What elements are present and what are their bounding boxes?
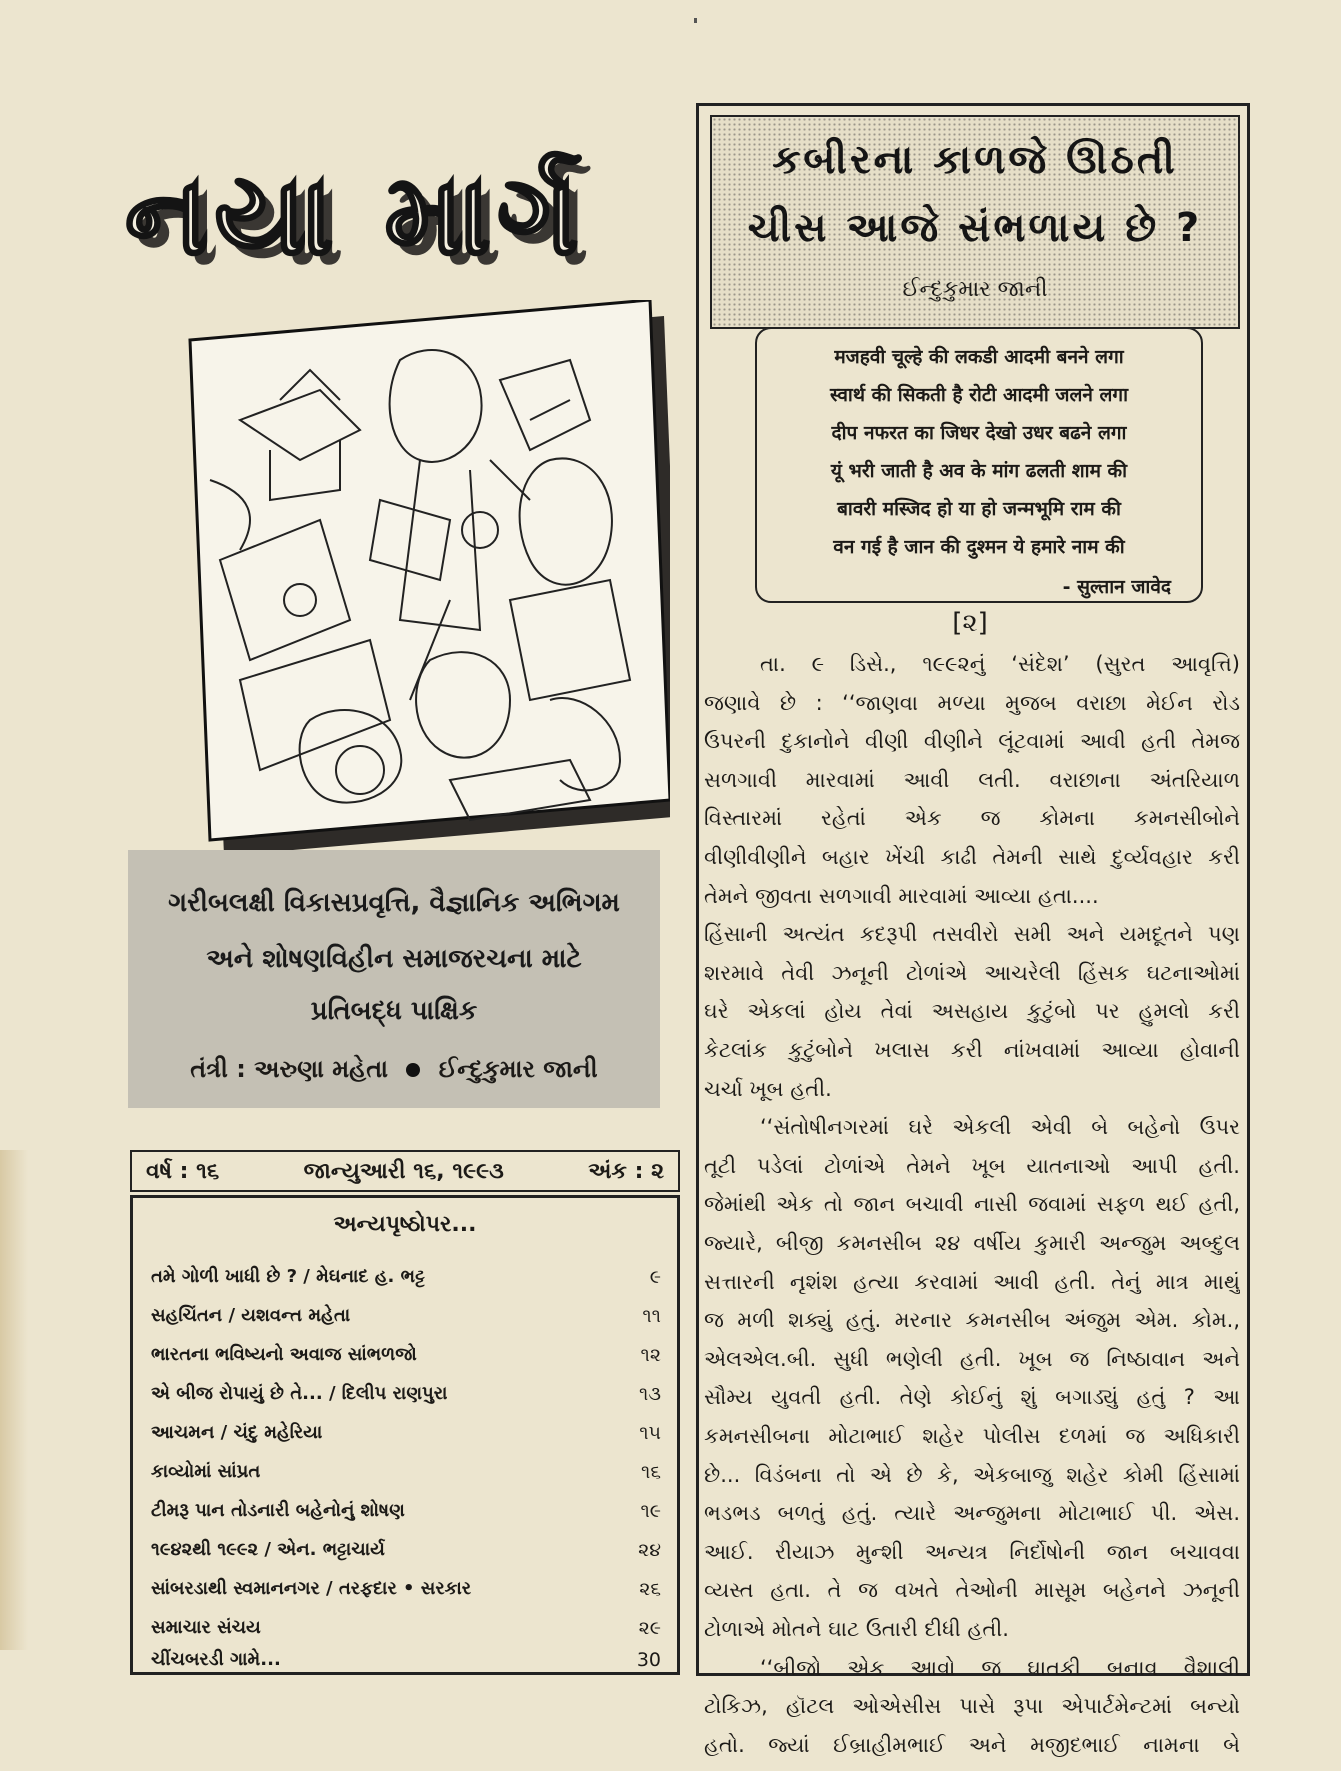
issue-info-bar — [130, 1150, 680, 1192]
contents-item-page: ૧૯ — [640, 1500, 661, 1522]
article-body-line: તા. ૯ ડિસે., ૧૯૯૨નું ‘સંદેશ’ (સુરત આવૃત્તિ) — [760, 652, 1240, 676]
contents-item[interactable] — [151, 1539, 661, 1561]
article-body-line: વ્યસ્ત હતા. તે જ વખતે તેઓની માસૂમ બહેનને ઝનૂની — [704, 1578, 1240, 1603]
article-headline-line-1: કબીરના કાળજે ઊઠતી — [772, 137, 1178, 183]
contents-item-title: આચમન / ચંદુ મહેરિયા — [151, 1422, 323, 1443]
article-body-line: કમનસીબના મોટાભાઈ શહેર પોલીસ દળમાં જ અધિકારી — [704, 1424, 1240, 1448]
contents-item-title: ટીમરૂ પાન તોડનારી બહેનોનું શોષણ — [151, 1500, 405, 1521]
poem-line: बावरी मस्जिद हो या हो जन्मभूमि राम की — [837, 498, 1121, 520]
tagline-line-2: અને શોષણવિહીન સમાજરચના માટે — [206, 944, 582, 974]
contents-item-page: ૨૯ — [638, 1617, 661, 1639]
poem-box — [755, 327, 1203, 603]
page-edge-stain — [0, 1150, 28, 1650]
editor-name: ઈન્દુકુમાર જાની — [438, 1055, 598, 1083]
article-body-line: તેમને જીવતા સળગાવી મારવામાં આવ્યા હતા.... — [704, 883, 1099, 908]
poem-attribution: - सुल्तान जावेद — [1062, 576, 1171, 598]
contents-item-page: ૧૧ — [642, 1305, 661, 1327]
masthead — [115, 150, 635, 280]
tagline-line-1: ગરીબલક્ષી વિકાસપ્રવૃત્તિ, વૈજ્ઞાનિક અભિગમ — [168, 888, 620, 918]
poem-line: स्वार्थ की सिकती है रोटी आदमी जलने लगा — [829, 384, 1129, 406]
contents-item-title: સહચિંતન / યશવન્ત મહેતા — [151, 1305, 351, 1326]
table-of-contents — [130, 1195, 680, 1675]
contents-item-title: ચીંચબરડી ગામે... — [151, 1649, 281, 1670]
contents-item-page: ૧૨ — [640, 1344, 661, 1366]
editors-label: તંત્રી : — [190, 1055, 246, 1083]
article-body-line: જ મળી શક્યું હતું. મરનાર કમનસીબ અંજુમ એમ. કોમ., — [704, 1308, 1240, 1333]
article-body-line: ઉપરની દુકાનોને વીણી વીણીને લૂંટવામાં આવી હતી તેમજ — [704, 729, 1240, 754]
poem-line: मजहवी चूल्हे की लकडी आदमी बनने लगा — [834, 346, 1124, 368]
article-body-line: ચર્ચા ખૂબ હતી. — [704, 1076, 832, 1101]
contents-item-title: સમાચાર સંચય — [151, 1617, 261, 1638]
contents-item[interactable] — [151, 1305, 661, 1327]
article-body-line: વીણીવીણીને બહાર ખેંચી કાઢી તેમની સાથે દુર્વ્યવહાર કરી — [704, 845, 1240, 869]
contents-item-page: ૨૬ — [639, 1578, 661, 1600]
article-body-line: હતો. જ્યાં ઈબ્રાહીમભાઈ અને મજીદભાઈ નામના બે — [704, 1732, 1240, 1757]
article-body-line: કેટલાંક કુટુંબોને ખલાસ કરી નાંખવામાં આવ્યા હોવાની — [704, 1038, 1240, 1062]
contents-heading: અન્યપૃષ્ઠોપર... — [333, 1212, 477, 1237]
article-part-number: [૨] — [952, 608, 988, 638]
tagline-line-3: પ્રતિબદ્ધ પાક્ષિક — [310, 996, 478, 1026]
article-body-line: છે... વિડંબના તો એ છે કે, એકબાજુ શહેર કોમી હિંસામાં — [704, 1462, 1240, 1487]
article-body-line: ભડભડ બળતું હતું. ત્યારે અન્જુમના મોટાભાઈ પી. એસ. — [704, 1501, 1240, 1526]
magazine-title: નયા માર્ગ — [125, 150, 585, 280]
contents-item-page: ૯ — [649, 1266, 661, 1288]
contents-item-page: ૧૩ — [639, 1383, 661, 1405]
contents-item-title: ભારતના ભવિષ્યનો અવાજ સાંભળજો — [151, 1344, 417, 1365]
article-body-line: ઘરે એકલાં હોય તેવાં અસહાય કુટુંબો પર હુમલો કરી — [704, 999, 1240, 1024]
article-author: ઈન્દુકુમાર જાની — [902, 277, 1048, 302]
article-body-line: સૌમ્ય યુવતી હતી. તેણે કોઈનું શું બગાડ્યું હતું ? આ — [704, 1385, 1240, 1410]
article-body-line: વિસ્તારમાં રહેતાં એક જ કોમના કમનસીબોને — [704, 806, 1240, 831]
article-body-line: એલએલ.બી. સુધી ભણેલી હતી. ખૂબ જ નિષ્ઠાવાન અને — [704, 1346, 1240, 1371]
issue-date: જાન્યુઆરી ૧૬, ૧૯૯૩ — [303, 1158, 504, 1184]
print-mark — [694, 18, 697, 23]
contents-item-title: કાવ્યોમાં સાંપ્રત — [151, 1461, 261, 1482]
article-body-line: ટોળાએ મોતને ઘાટ ઉતારી દીધી હતી. — [704, 1617, 1009, 1641]
contents-item[interactable] — [151, 1344, 661, 1366]
editor-name: અરુણા મહેતા — [254, 1055, 389, 1083]
poem-line: यूं भरी जाती है अव के मांग ढलती शाम की — [830, 460, 1128, 482]
contents-item[interactable] — [151, 1461, 661, 1483]
issue-number: અંક : ૨ — [588, 1158, 664, 1184]
poem-line: दीप नफरत का जिधर देखो उधर बढने लगा — [831, 422, 1127, 444]
tagline-box — [128, 850, 660, 1108]
bullet-icon — [406, 1063, 420, 1077]
article-body-line: ટોકિઝ, હૉટલ ઓએસીસ પાસે રૂપા એપાર્ટમેન્ટમાં બન્યો — [704, 1694, 1240, 1719]
contents-item[interactable] — [151, 1649, 661, 1671]
poem-line: वन गई है जान की दुश्मन ये हमारे नाम की — [833, 536, 1125, 558]
article-body-line: હિંસાની અત્યંત કદરૂપી તસવીરો સમી અને યમદૂતને પણ — [704, 922, 1240, 947]
contents-item-page: ૨૪ — [638, 1539, 661, 1561]
contents-item[interactable] — [151, 1617, 661, 1639]
editors-line — [128, 1055, 660, 1083]
article-body-line: ‘‘બીજો એક આવો જ ઘાતકી બનાવ વૈશાલી — [760, 1655, 1240, 1680]
article-body-line: સત્તારની નૃશંશ હત્યા કરવામાં આવી હતી. તેનું માત્ર માથું — [704, 1269, 1240, 1294]
issue-year: વર્ષ : ૧૬ — [146, 1158, 220, 1184]
contents-item-page: 30 — [636, 1649, 661, 1671]
article-headline-box — [710, 115, 1240, 329]
contents-item[interactable] — [151, 1266, 661, 1288]
contents-item-page: ૧૫ — [639, 1422, 661, 1444]
contents-item[interactable] — [151, 1383, 661, 1405]
contents-item-title: તમે ગોળી ખાધી છે ? / મેઘનાદ હ. ભટ્ટ — [151, 1266, 425, 1287]
contents-item-page: ૧૬ — [641, 1461, 661, 1483]
contents-item[interactable] — [151, 1500, 661, 1522]
contents-item-title: એ બીજ રોપાયું છે તે... / દિલીપ રાણપુરા — [151, 1383, 448, 1404]
article-body-line: તૂટી પડેલાં ટોળાંએ તેમને ખૂબ યાતનાઓ આપી હતી. — [704, 1153, 1240, 1178]
article-body-line: જ્યારે, બીજી કમનસીબ ૨૪ વર્ષીય કુમારી અન્જુમ અબ્દુલ — [704, 1231, 1240, 1255]
article-body-line: જણાવે છે : ‘‘જાણવા મળ્યા મુજબ વરાછા મેઈન રોડ — [704, 690, 1240, 715]
cover-illustration — [150, 300, 670, 860]
contents-item-title: સાંબરડાથી સ્વમાનનગર / તરફદાર • સરકાર — [151, 1578, 472, 1599]
article-body-line: શરમાવે તેવી ઝનૂની ટોળાંએ આચરેલી હિંસક ઘટનાઓમાં — [704, 960, 1240, 985]
contents-item-title: ૧૯૪૨થી ૧૯૯૨ / એન. ભટ્ટાચાર્ય — [151, 1539, 385, 1560]
article-body-line: જેમાંથી એક તો જાન બચાવી નાસી જવામાં સફળ થઈ હતી, — [704, 1192, 1240, 1217]
article-body-line: સળગાવી મારવામાં આવી લતી. વરાછાના અંતરિયાળ — [704, 767, 1240, 792]
contents-item[interactable] — [151, 1578, 661, 1600]
article-body-line: આઈ. રીયાઝ મુન્શી અન્યત્ર નિર્દોષોની જાન બચાવવા — [704, 1539, 1240, 1564]
article-body-line: ‘‘સંતોષીનગરમાં ઘરે એકલી એવી બે બહેનો ઉપર — [760, 1115, 1240, 1140]
article-headline-line-2: ચીસ આજે સંભળાય છે ? — [747, 205, 1203, 251]
contents-item[interactable] — [151, 1422, 661, 1444]
